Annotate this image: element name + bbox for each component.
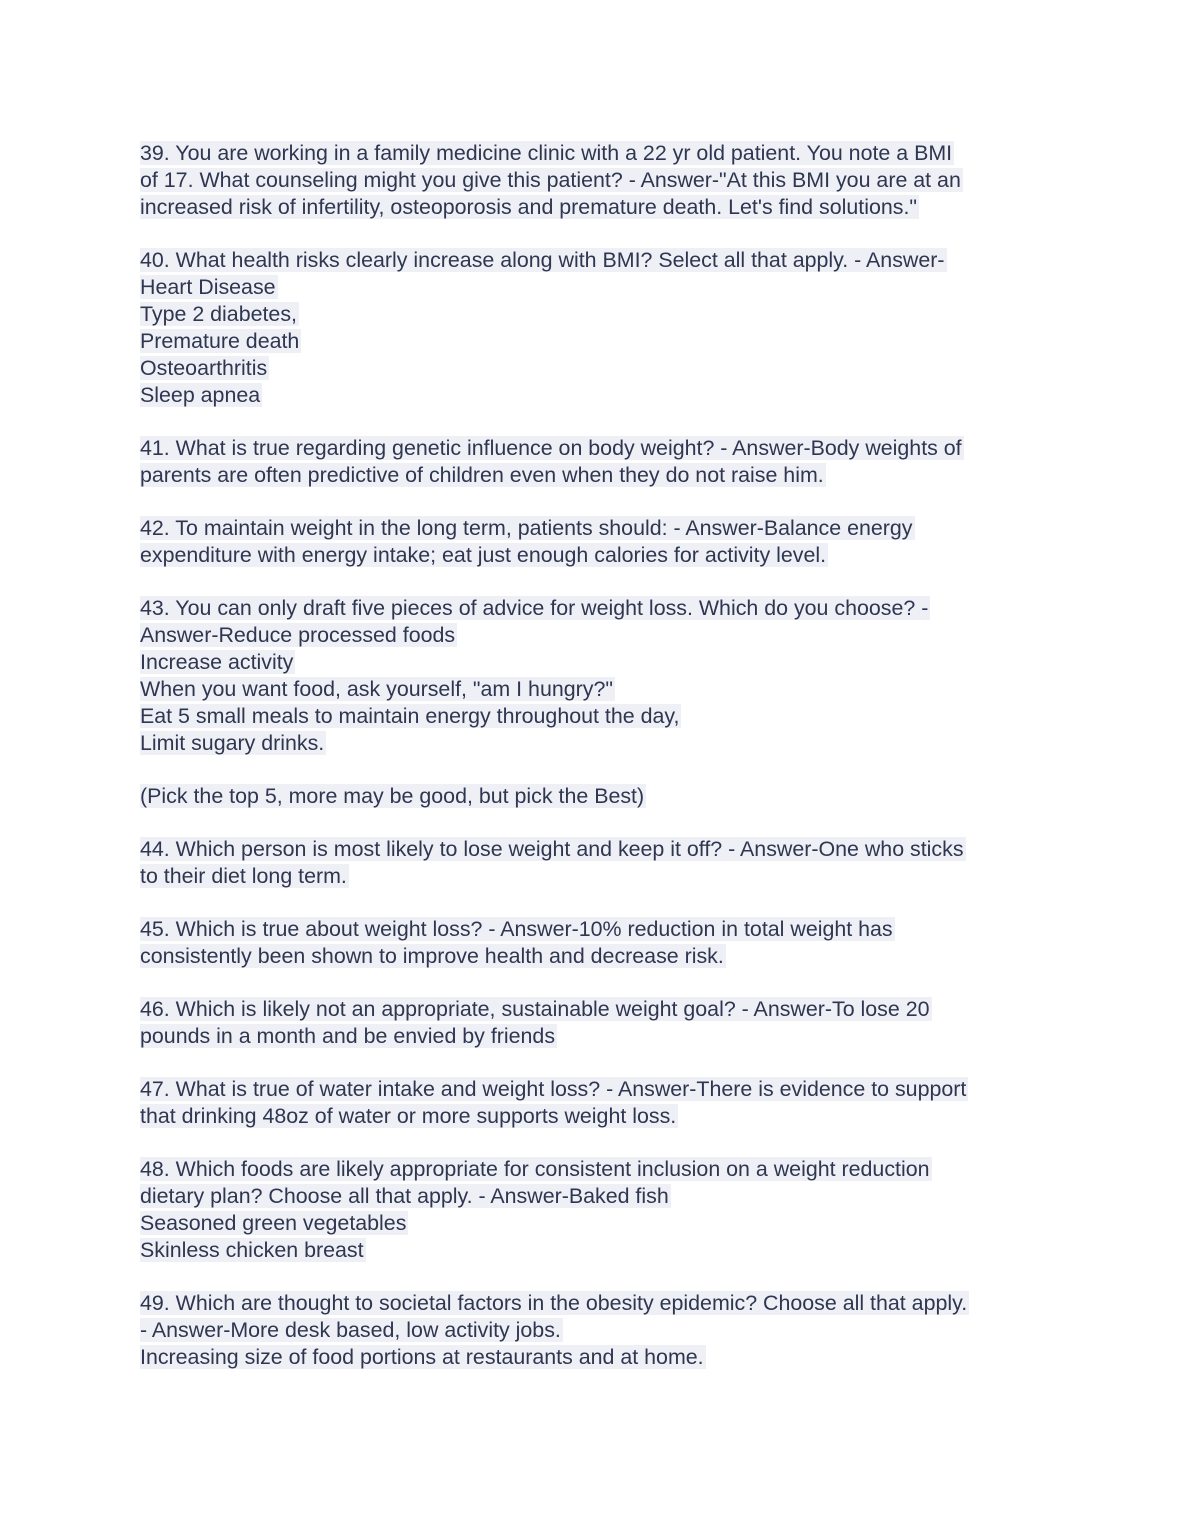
qa-item-42 (140, 515, 1060, 569)
answer-line (140, 274, 1060, 301)
text-span: parents are often predictive of children even when they do not raise him. (140, 463, 824, 487)
answer-line (140, 1210, 1060, 1237)
answer-line (140, 1344, 1060, 1371)
text-span: 42. To maintain weight in the long term, patients should: - Answer-Balance energy (140, 516, 913, 540)
text-line (140, 247, 1060, 274)
text-span: dietary plan? Choose all that apply. - Answer-Baked fish (140, 1184, 669, 1208)
text-line (140, 1023, 1060, 1050)
answer-line (140, 676, 1060, 703)
text-span: Type 2 diabetes, (140, 302, 297, 326)
text-span: Sleep apnea (140, 383, 261, 407)
text-span: to their diet long term. (140, 864, 347, 888)
text-line (140, 916, 1060, 943)
text-line (140, 542, 1060, 569)
text-span: 43. You can only draft five pieces of advice for weight loss. Which do you choose? - (140, 596, 929, 620)
text-span: Increasing size of food portions at restaurants and at home. (140, 1345, 704, 1369)
answer-line (140, 703, 1060, 730)
qa-item-47 (140, 1076, 1060, 1130)
qa-item-46 (140, 996, 1060, 1050)
text-line (140, 943, 1060, 970)
text-line (140, 863, 1060, 890)
text-span: 46. Which is likely not an appropriate, sustainable weight goal? - Answer-To lose 20 (140, 997, 930, 1021)
text-line (140, 435, 1060, 462)
qa-item-48 (140, 1156, 1060, 1264)
qa-item-45 (140, 916, 1060, 970)
answer-line (140, 730, 1060, 757)
qa-item-49 (140, 1290, 1060, 1371)
text-span: 40. What health risks clearly increase along with BMI? Select all that apply. - Answer- (140, 248, 945, 272)
text-line (140, 167, 1060, 194)
text-span: expenditure with energy intake; eat just enough calories for activity level. (140, 543, 827, 567)
answer-line (140, 355, 1060, 382)
qa-item-43 (140, 595, 1060, 757)
text-line (140, 836, 1060, 863)
qa-item-40 (140, 247, 1060, 409)
text-span: of 17. What counseling might you give this patient? - Answer-"At this BMI you are at an (140, 168, 961, 192)
text-line (140, 595, 1060, 622)
text-line (140, 1103, 1060, 1130)
text-span: 39. You are working in a family medicine clinic with a 22 yr old patient. You note a BMI (140, 141, 953, 165)
qa-item-41 (140, 435, 1060, 489)
text-line (140, 1156, 1060, 1183)
text-line (140, 1183, 1060, 1210)
text-line (140, 462, 1060, 489)
answer-line (140, 622, 1060, 649)
text-span: 44. Which person is most likely to lose weight and keep it off? - Answer-One who sticks (140, 837, 964, 861)
text-span: 41. What is true regarding genetic influence on body weight? - Answer-Body weights of (140, 436, 962, 460)
text-span: Limit sugary drinks. (140, 731, 325, 755)
text-span: that drinking 48oz of water or more supports weight loss. (140, 1104, 677, 1128)
text-span: - Answer-More desk based, low activity jobs. (140, 1318, 561, 1342)
text-span: 48. Which foods are likely appropriate for consistent inclusion on a weight reduction (140, 1157, 930, 1181)
text-line (140, 996, 1060, 1023)
text-span: Skinless chicken breast (140, 1238, 364, 1262)
text-span: (Pick the top 5, more may be good, but pick the Best) (140, 784, 645, 808)
text-span: Seasoned green vegetables (140, 1211, 407, 1235)
text-span: consistently been shown to improve health and decrease risk. (140, 944, 724, 968)
text-line (140, 783, 1060, 810)
text-span: Increase activity (140, 650, 294, 674)
qa-item-39 (140, 140, 1060, 221)
text-line (140, 1317, 1060, 1344)
text-line (140, 194, 1060, 221)
answer-line (140, 328, 1060, 355)
text-span: Osteoarthritis (140, 356, 268, 380)
text-span: When you want food, ask yourself, "am I hungry?" (140, 677, 613, 701)
text-line (140, 1290, 1060, 1317)
text-span: increased risk of infertility, osteoporosis and premature death. Let's find solutions." (140, 195, 917, 219)
text-span: Answer-Reduce processed foods (140, 623, 456, 647)
text-span: 49. Which are thought to societal factors in the obesity epidemic? Choose all that apply. (140, 1291, 968, 1315)
text-span: 45. Which is true about weight loss? - Answer-10% reduction in total weight has (140, 917, 893, 941)
answer-line (140, 649, 1060, 676)
text-line (140, 140, 1060, 167)
text-span: pounds in a month and be envied by friends (140, 1024, 556, 1048)
qa-item-44 (140, 836, 1060, 890)
text-span: Premature death (140, 329, 300, 353)
answer-line (140, 382, 1060, 409)
text-line (140, 515, 1060, 542)
text-span: Heart Disease (140, 275, 276, 299)
text-span: 47. What is true of water intake and weight loss? - Answer-There is evidence to support (140, 1077, 967, 1101)
answer-line (140, 1237, 1060, 1264)
text-span: Eat 5 small meals to maintain energy throughout the day, (140, 704, 680, 728)
document-page (140, 140, 1060, 1397)
note-pick-top-5 (140, 783, 1060, 810)
answer-line (140, 301, 1060, 328)
text-line (140, 1076, 1060, 1103)
